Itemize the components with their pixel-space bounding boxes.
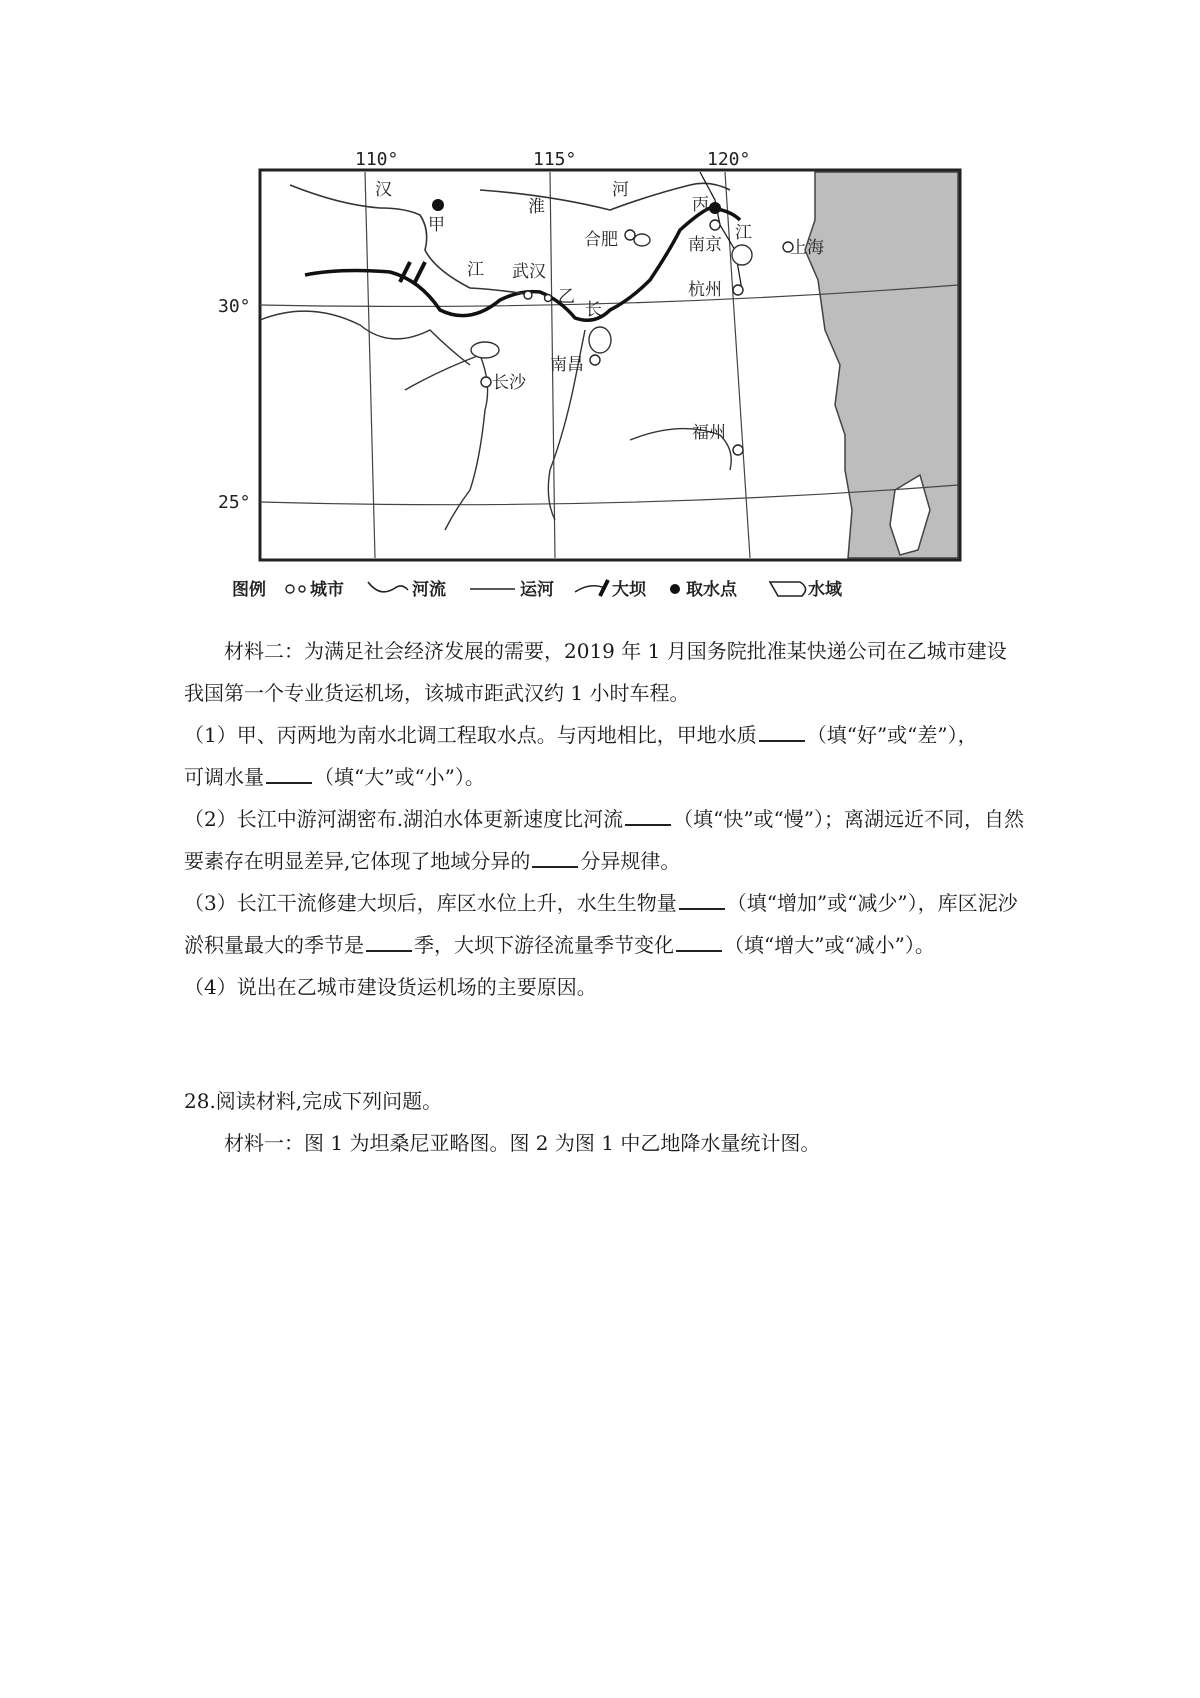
- legend-water: 水域: [808, 580, 842, 600]
- legend-city: 城市: [310, 580, 344, 600]
- legend-title: 图例: [232, 580, 266, 600]
- legend-canal: 运河: [520, 580, 554, 600]
- city-hefei-icon: [625, 230, 635, 240]
- label-bing: 丙: [692, 195, 709, 215]
- label-han: 汉: [375, 180, 392, 200]
- label-shanghai: 上海: [790, 238, 824, 258]
- city-nanjing-icon: [710, 220, 720, 230]
- legend-city-small-icon: [299, 586, 305, 592]
- label-yi: 乙: [558, 287, 575, 307]
- intake-point-bing-icon: [709, 202, 721, 214]
- lat-label-25: 25°: [218, 492, 251, 513]
- chao-lake: [634, 234, 650, 246]
- material-one: 材料一：图 1 为坦桑尼亚略图。图 2 为图 1 中乙地降水量统计图。: [224, 1131, 821, 1155]
- q2-part-a: （2）长江中游河湖密布.湖泊水体更新速度比河流: [184, 807, 624, 831]
- map-svg: [218, 149, 990, 610]
- legend-dam-icon: [600, 580, 608, 596]
- answer-blank[interactable]: [625, 802, 671, 826]
- q3-part-d: （填“增大”或“减小”）。: [724, 933, 935, 957]
- label-jiang-east: 江: [735, 223, 752, 243]
- tai-lake: [732, 245, 752, 265]
- label-wuhan: 武汉: [512, 262, 546, 282]
- question-28-title: 28.阅读材料,完成下列问题。: [184, 1089, 443, 1113]
- label-chang: 长: [585, 300, 602, 320]
- material-two: 材料二：为满足社会经济发展的需要，2019 年 1 月国务院批准某快递公司在乙城市建设我国第一个专业货运机场，该城市距武汉约 1 小时车程。: [184, 639, 1007, 705]
- legend-river: 河流: [412, 580, 446, 600]
- label-he: 河: [612, 180, 629, 200]
- lon-label-115: 115°: [533, 149, 577, 170]
- lon-label-110: 110°: [355, 149, 399, 170]
- label-fuzhou: 福州: [692, 423, 726, 443]
- answer-blank[interactable]: [532, 844, 578, 868]
- legend-intake-icon: [670, 584, 680, 594]
- q2-part-b: （填“快”或“慢”）；离湖远近不同，自然要素存在明显差异,它体现了地域分异的: [184, 807, 1024, 873]
- label-nanjing: 南京: [688, 235, 722, 255]
- answer-blank[interactable]: [759, 718, 805, 742]
- q3-part-c: 季，大坝下游径流量季节变化: [414, 933, 674, 957]
- q3-part-b: （填“增加”或“减少”），库区泥沙淤积量最大的季节是: [184, 891, 1018, 957]
- answer-blank[interactable]: [266, 760, 312, 784]
- question-28: [184, 1080, 1024, 1164]
- legend-water-icon: [770, 582, 806, 596]
- label-changsha: 长沙: [492, 373, 526, 393]
- label-jia: 甲: [428, 215, 445, 235]
- q1-part-d: （填“大”或“小”）。: [314, 765, 485, 789]
- question-2: [184, 798, 1024, 882]
- intake-point-jia-icon: [432, 199, 444, 211]
- label-huai: 淮: [528, 197, 545, 217]
- city-nanchang-icon: [590, 355, 600, 365]
- question-4: （4）说出在乙城市建设货运机场的主要原因。: [184, 975, 597, 999]
- lon-label-120: 120°: [707, 149, 751, 170]
- question-text: [184, 630, 1024, 1008]
- answer-blank[interactable]: [676, 928, 722, 952]
- legend-city-icon: [286, 585, 294, 593]
- label-nanchang: 南昌: [550, 355, 584, 375]
- label-jiang-west: 江: [467, 260, 484, 280]
- label-hangzhou: 杭州: [688, 280, 722, 300]
- city-yi-icon: [545, 295, 552, 302]
- poyang-lake: [589, 327, 611, 353]
- lat-label-30: 30°: [218, 296, 251, 317]
- q3-part-a: （3）长江干流修建大坝后，库区水位上升，水生生物量: [184, 891, 677, 915]
- question-1: [184, 714, 1024, 798]
- map-legend: [232, 579, 843, 600]
- city-hangzhou-icon: [733, 285, 743, 295]
- q1-part-b: （填“好”或“差”），: [806, 723, 978, 747]
- label-hefei: 合肥: [584, 230, 618, 250]
- legend-river-icon: [368, 582, 408, 592]
- q1-part-a: （1）甲、丙两地为南水北调工程取水点。与丙地相比，甲地水质: [184, 723, 757, 747]
- q2-part-c: 分异规律。: [580, 849, 681, 873]
- city-changsha-icon: [481, 377, 491, 387]
- answer-blank[interactable]: [679, 886, 725, 910]
- dongting-lake: [471, 342, 499, 358]
- question-3: [184, 882, 1024, 966]
- city-wuhan-icon: [524, 291, 532, 299]
- city-fuzhou-icon: [733, 445, 743, 455]
- yangtze-map: [218, 149, 990, 610]
- legend-dam: 大坝: [612, 580, 646, 600]
- legend-intake: 取水点: [686, 580, 737, 600]
- q1-part-c: 可调水量: [184, 765, 264, 789]
- answer-blank[interactable]: [366, 928, 412, 952]
